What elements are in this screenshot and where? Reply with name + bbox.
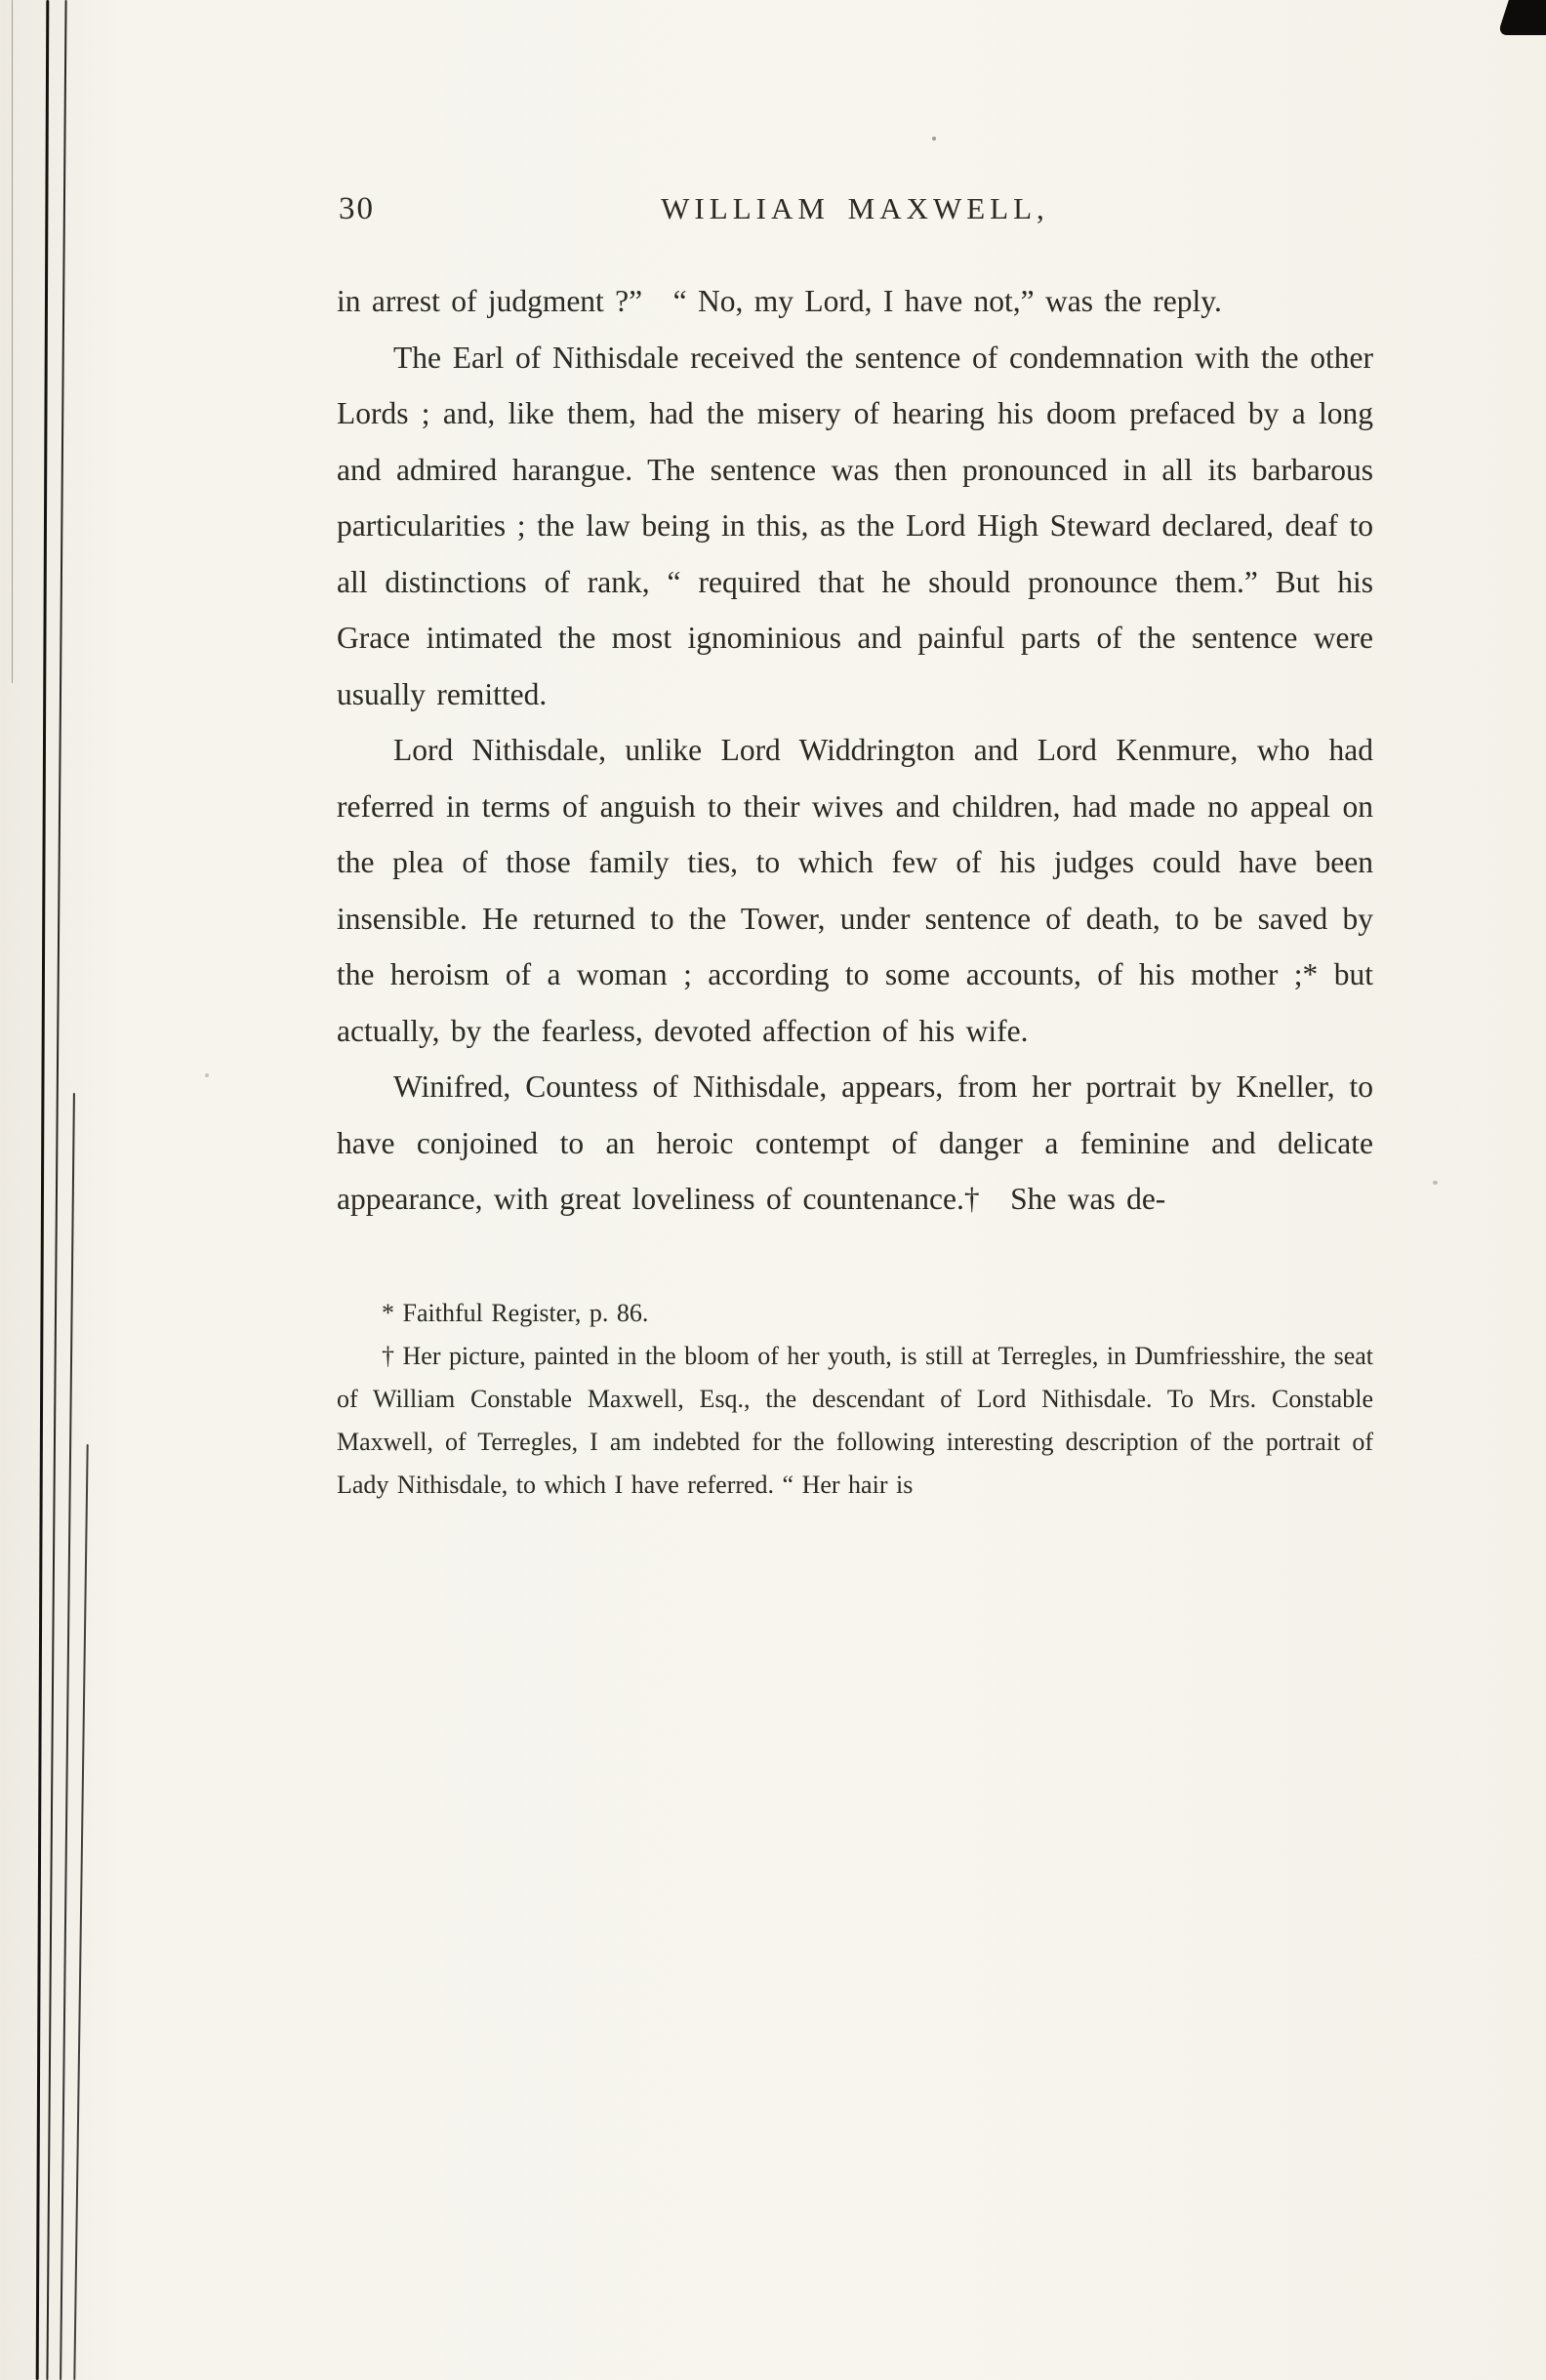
book-page xyxy=(337,191,1373,1507)
footnotes xyxy=(337,1292,1373,1507)
scan-speck xyxy=(1433,1181,1438,1185)
page-number: 30 xyxy=(339,191,375,226)
page-header xyxy=(337,191,1373,242)
scan-speck xyxy=(932,137,936,141)
binding-line-5 xyxy=(12,0,13,683)
binding-line-3 xyxy=(60,1093,75,2380)
running-header: WILLIAM MAXWELL, xyxy=(661,191,1049,225)
scan-speck xyxy=(205,1073,209,1077)
body-paragraph-2: The Earl of Nithisdale received the sentence of condemnation with the other Lords ; and, like them, had the misery of hearing his doom prefaced by a long and admired harangue. The sentence was then pronounced in all its barbarous particularities ; the law being in this, as the Lord High Steward declared, deaf to all distinctions of rank, “ required that he should pronounce them.” But his Grace intimated the most ignominious and painful parts of the sentence were usually remitted. xyxy=(337,340,1373,711)
body-paragraph-3: Lord Nithisdale, unlike Lord Widdrington and Lord Kenmure, who had referred in terms of anguish to their wives and children, had made no appeal on the plea of those family ties, to which few of his judges could have been insensible. He returned to the Tower, under sentence of death, to be saved by the heroism of a woman ; according to some accounts, of his mother ;* but actually, by the fearless, devoted affection of his wife. xyxy=(337,733,1373,1048)
footnote-2: † Her picture, painted in the bloom of her youth, is still at Terregles, in Dumfriesshire, the seat of William Constable Maxwell, Esq., the descendant of Lord Nithisdale. To Mrs. Constable Maxwell, of Terregles, I am indebted for the following interesting description of the portrait of Lady Nithisdale, to which I have referred. “ Her hair is xyxy=(337,1341,1373,1499)
body-paragraph-1: in arrest of judgment ?” “ No, my Lord, I have not,” was the reply. xyxy=(337,284,1222,318)
scan-corner-mark xyxy=(1497,0,1546,35)
body-paragraph-4: Winifred, Countess of Nithisdale, appears, from her portrait by Kneller, to have conjoined to an heroic contempt of danger a feminine and delicate appearance, with great loveliness of countenance.† She was de- xyxy=(337,1069,1373,1216)
body-text xyxy=(337,273,1373,1228)
binding-line-1 xyxy=(36,0,50,2380)
binding-line-4 xyxy=(73,1444,88,2380)
footnote-1: * Faithful Register, p. 86. xyxy=(382,1298,649,1327)
